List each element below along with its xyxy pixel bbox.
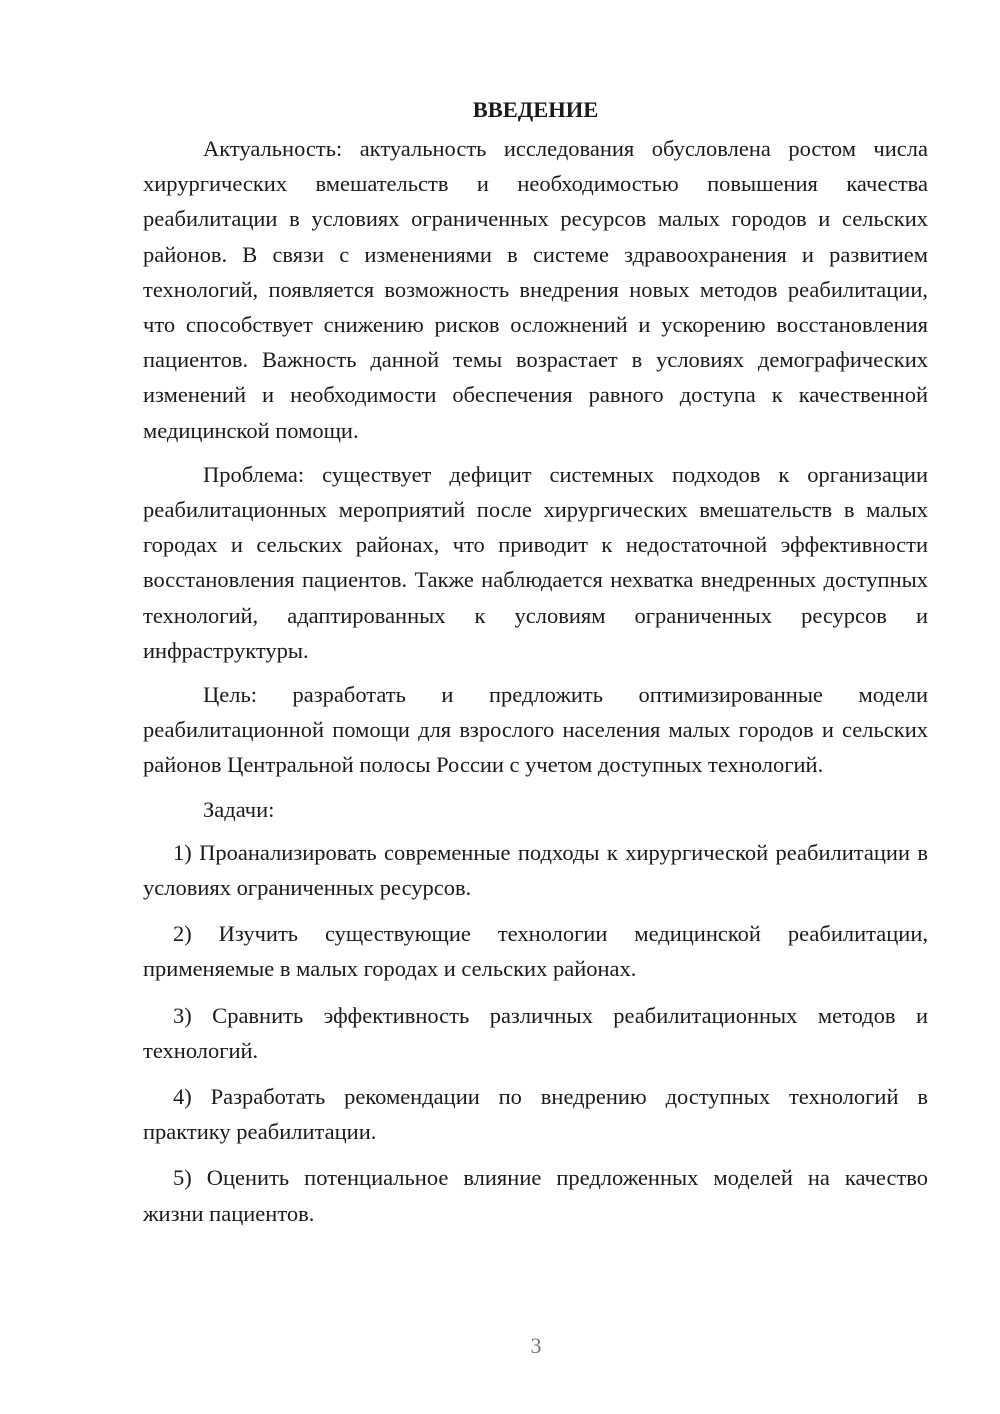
task-item: 3) Сравнить эффективность различных реабилитационных методов и технологий. bbox=[143, 1002, 928, 1063]
problem-paragraph: Проблема: существует дефицит системных подходов к организации реабилитационных мероприятий после хирургических вмешательств в малых городах и сельских районах, что приводит к недостаточной эффективности восстановления пациентов. Также наблюдается нехватка внедренных доступных технологий, адаптированных к условиям ограниченных ресурсов и инфраструктуры. bbox=[143, 461, 928, 663]
task-item: 1) Проанализировать современные подходы к хирургической реабилитации в условиях ограниченных ресурсов. bbox=[143, 839, 928, 901]
task-item: 5) Оценить потенциальное влияние предложенных моделей на качество жизни пациентов. bbox=[143, 1165, 928, 1226]
section-heading: ВВЕДЕНИЕ bbox=[472, 97, 599, 122]
task-item: 2) Изучить существующие технологии медицинской реабилитации, применяемые в малых городах и сельских районах. bbox=[143, 921, 928, 982]
page-number: 3 bbox=[530, 1333, 542, 1358]
task-item: 4) Разработать рекомендации по внедрению доступных технологий в практику реабилитации. bbox=[143, 1084, 928, 1145]
goal-paragraph: Цель: разработать и предложить оптимизированные модели реабилитационной помощи для взрослого населения малых городов и сельских районов Центральной полосы России с учетом доступных технологий. bbox=[143, 682, 928, 778]
tasks-label: Задачи: bbox=[203, 796, 275, 822]
task-list bbox=[143, 835, 928, 1231]
document-page bbox=[143, 92, 928, 1242]
relevance-paragraph: Актуальность: актуальность исследования обусловлена ростом числа хирургических вмешательств и необходимостью повышения качества реабилитации в условиях ограниченных ресурсов малых городов и сельских районов. В связи с изменениями в системе здравоохранения и развитием технологий, появляется возможность внедрения новых методов реабилитации, что способствует снижению рисков осложнений и ускорению восстановления пациентов. Важность данной темы возрастает в условиях демографических изменений и необходимости обеспечения равного доступа к качественной медицинской помощи. bbox=[143, 136, 928, 443]
